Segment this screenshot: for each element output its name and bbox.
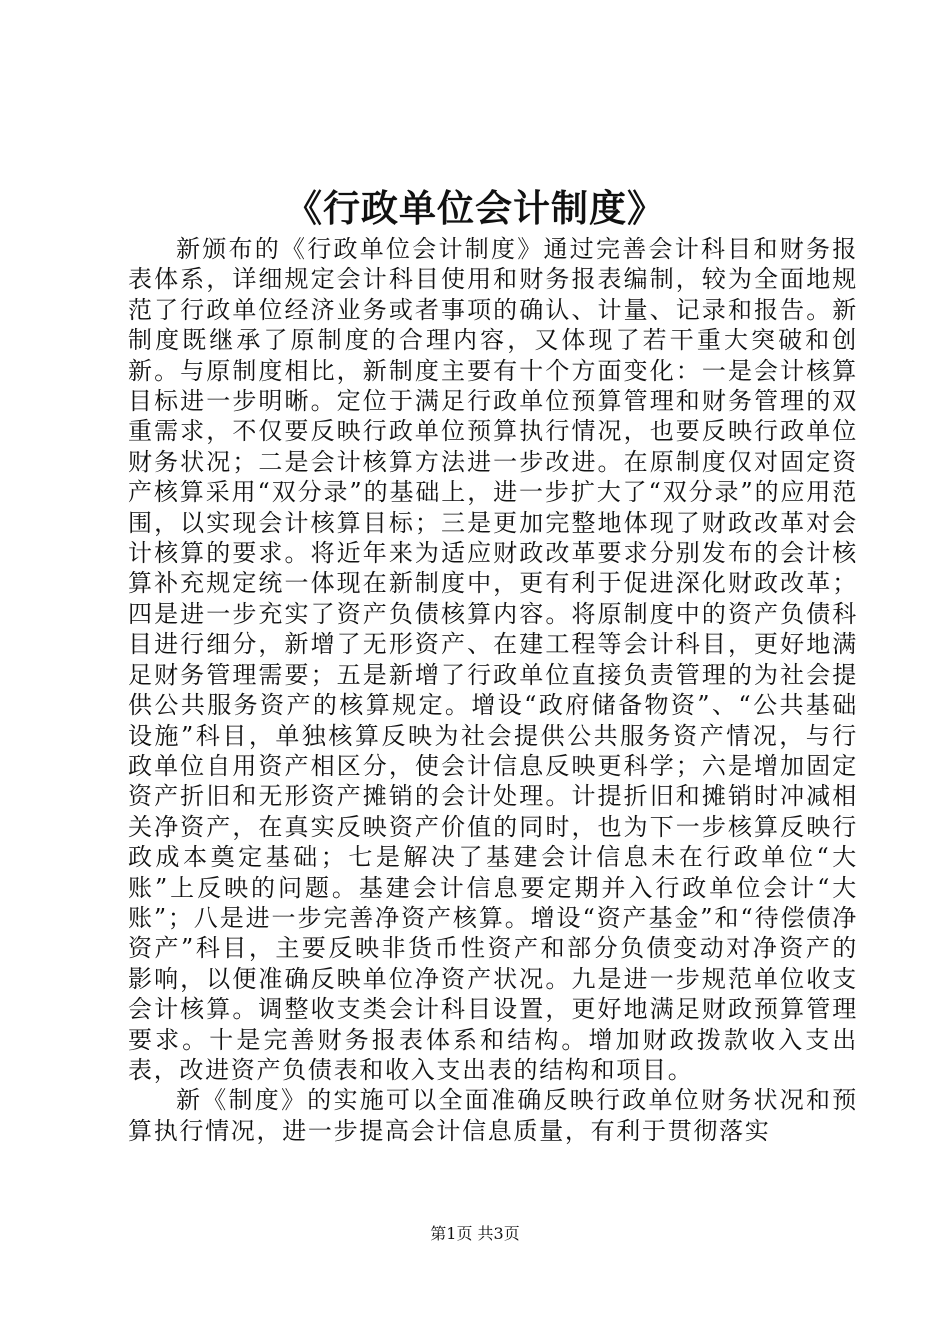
paragraph: 新颁布的《行政单位会计制度》通过完善会计科目和财务报表体系，详细规定会计科目使用和财务报表编制，较为全面地规范了行政单位经济业务或者事项的确认、计量、记录和报告。新制度既继承了原制度的合理内容，又体现了若干重大突破和创新。与原制度相比，新制度主要有十个方面变化：一是会计核算目标进一步明晰。定位于满足行政单位预算管理和财务管理的双重需求，不仅要反映行政单位预算执行情况，也要反映行政单位财务状况；二是会计核算方法进一步改进。在原制度仅对固定资产核算采用“双分录”的基础上，进一步扩大了“双分录”的应用范围，以实现会计核算目标；三是更加完整地体现了财政改革对会计核算的要求。将近年来为适应财政改革要求分别发布的会计核算补充规定统一体现在新制度中，更有利于促进深化财政改革；四是进一步充实了资产负债核算内容。将原制度中的资产负债科目进行细分，新增了无形资产、在建工程等会计科目，更好地满足财务管理需要；五是新增了行政单位直接负责管理的为社会提供公共服务资产的核算规定。增设“政府储备物资”、“公共基础设施”科目，单独核算反映为社会提供公共服务资产情况，与行政单位自用资产相区分，使会计信息反映更科学；六是增加固定资产折旧和无形资产摊销的会计处理。计提折旧和摊销时冲减相关净资产，在真实反映资产价值的同时，也为下一步核算反映行政成本奠定基础；七是解决了基建会计信息未在行政单位“大账”上反映的问题。基建会计信息要定期并入行政单位会计“大账”；八是进一步完善净资产核算。增设“资产基金”和“待偿债净资产”科目，主要反映非货币性资产和部分负债变动对净资产的影响，以便准确反映单位净资产状况。九是进一步规范单位收支会计核算。调整收支类会计科目设置，更好地满足财政预算管理要求。十是完善财务报表体系和结构。增加财政拨款收入支出表，改进资产负债表和收入支出表的结构和项目。 [128,235,858,1084]
document-title: 《行政单位会计制度》 [285,186,665,230]
document-body [128,234,858,1146]
page-number-footer: 第1页 共3页 [430,1224,520,1243]
paragraph: 新《制度》的实施可以全面准确反映行政单位财务状况和预算执行情况，进一步提高会计信息质量，有利于贯彻落实 [128,1086,858,1145]
